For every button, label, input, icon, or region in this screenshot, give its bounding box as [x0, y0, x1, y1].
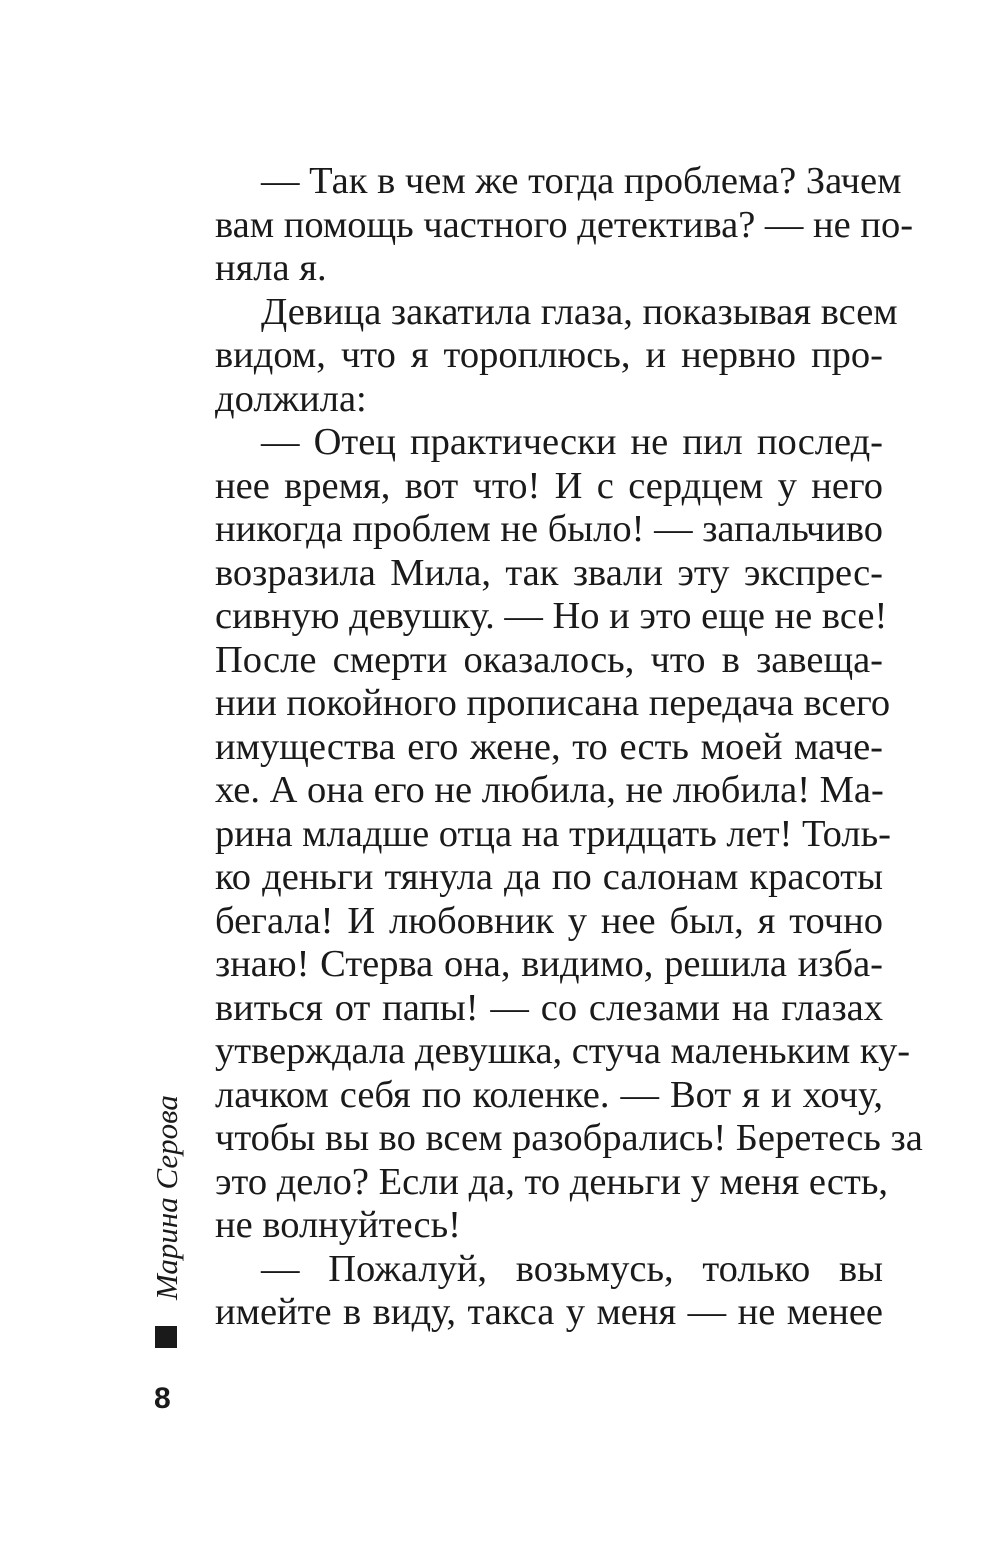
- text-line: чтобы вы во всем разобрались! Беретесь за: [215, 1117, 923, 1159]
- text-line: Девица закатила глаза, показывая всем: [261, 290, 898, 333]
- text-line: видом, что я тороплюсь, и нервно про-: [215, 334, 883, 376]
- text-line: вам помощь частного детектива? — не по-: [215, 203, 914, 246]
- text-line: бегала! И любовник у нее был, я точно: [215, 899, 883, 942]
- text-line: рина младше отца на тридцать лет! Толь-: [215, 812, 891, 855]
- running-head-square-marker: [155, 1326, 177, 1348]
- text-line: ко деньги тянула да по салонам красоты: [215, 856, 883, 898]
- text-line: няла я.: [215, 247, 327, 289]
- body-text: [215, 160, 923, 1335]
- text-line: — Так в чем же тогда проблема? Зачем: [261, 160, 902, 202]
- text-line: возразила Мила, так звали эту экспрес-: [215, 551, 883, 594]
- text-line: виться от папы! — со слезами на глазах: [215, 986, 883, 1029]
- text-line: хе. А она его не любила, не любила! Ма-: [215, 769, 884, 811]
- page-number: 8: [154, 1382, 171, 1415]
- text-line: — Отец практически не пил послед-: [261, 421, 883, 463]
- text-line: утверждала девушка, стуча маленьким ку-: [215, 1030, 911, 1072]
- text-line: сивную девушку. — Но и это еще не все!: [215, 595, 888, 637]
- running-head-author: Марина Серова: [149, 1095, 184, 1300]
- text-line: имейте в виду, такса у меня — не менее: [215, 1291, 883, 1333]
- text-line: — Пожалуй, возьмусь, только вы: [261, 1247, 883, 1290]
- text-line: знаю! Стерва она, видимо, решила изба-: [215, 943, 883, 985]
- text-line: должила:: [215, 377, 367, 420]
- text-line: не волнуйтесь!: [215, 1204, 461, 1246]
- text-line: нее время, вот что! И с сердцем у него: [215, 464, 883, 507]
- text-line: это дело? Если да, то деньги у меня есть,: [215, 1160, 888, 1203]
- text-line: имущества его жене, то есть моей маче-: [215, 725, 883, 768]
- text-line: лачком себя по коленке. — Вот я и хочу,: [215, 1073, 883, 1116]
- text-line: нии покойного прописана передача всего: [215, 682, 891, 724]
- text-line: После смерти оказалось, что в завеща-: [215, 638, 883, 681]
- text-line: никогда проблем не было! — запальчиво: [215, 508, 883, 550]
